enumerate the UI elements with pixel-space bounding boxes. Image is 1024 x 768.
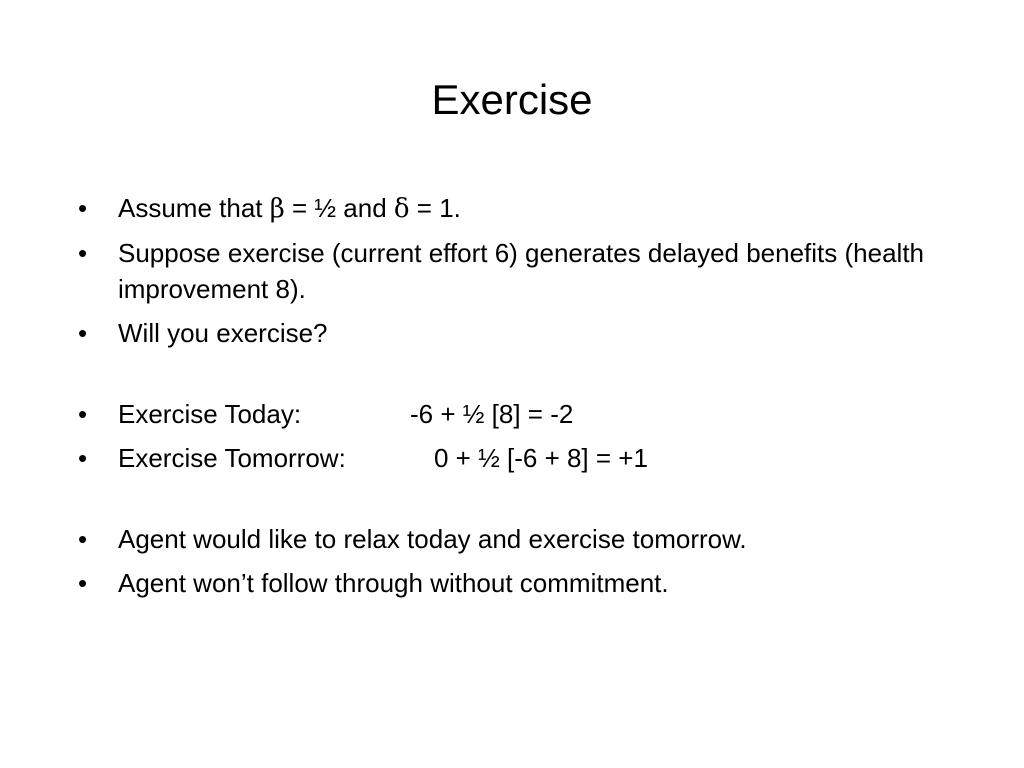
delta-symbol: δ (393, 194, 410, 224)
bullet-label: Exercise Tomorrow: (118, 443, 346, 473)
bullet-text-prefix: Assume that (118, 193, 270, 223)
bullet-marker: • (78, 238, 88, 268)
bullet-formula: -6 + ½ [8] = -2 (410, 399, 574, 429)
bullet-text: Agent won’t follow through without commitment. (118, 568, 669, 598)
bullet-marker: • (78, 524, 88, 554)
bullet-label: Exercise Today: (118, 399, 302, 429)
bullet-text: Agent would like to relax today and exercise tomorrow. (118, 524, 747, 554)
bullet-exercise-tomorrow (76, 440, 996, 476)
bullet-marker: • (78, 318, 88, 348)
bullet-list (76, 190, 996, 609)
bullet-text-suffix: = 1. (409, 193, 461, 223)
bullet-conclusion-relax (76, 521, 996, 557)
bullet-marker: • (78, 443, 88, 473)
bullet-text: Will you exercise? (118, 318, 328, 348)
bullet-marker: • (78, 399, 88, 429)
bullet-question (76, 315, 996, 351)
bullet-assumption (76, 190, 996, 227)
slide-title: Exercise (431, 76, 593, 123)
bullet-text-mid: = ½ and (284, 193, 394, 223)
bullet-marker: • (78, 568, 88, 598)
bullet-formula: 0 + ½ [-6 + 8] = +1 (434, 443, 648, 473)
bullet-exercise-today (76, 396, 996, 432)
beta-symbol: β (269, 194, 285, 224)
bullet-setup (76, 235, 996, 307)
bullet-text: Suppose exercise (current effort 6) generates delayed benefits (health improvement 8). (118, 238, 924, 304)
bullet-conclusion-commitment (76, 565, 996, 601)
bullet-marker: • (78, 193, 88, 223)
